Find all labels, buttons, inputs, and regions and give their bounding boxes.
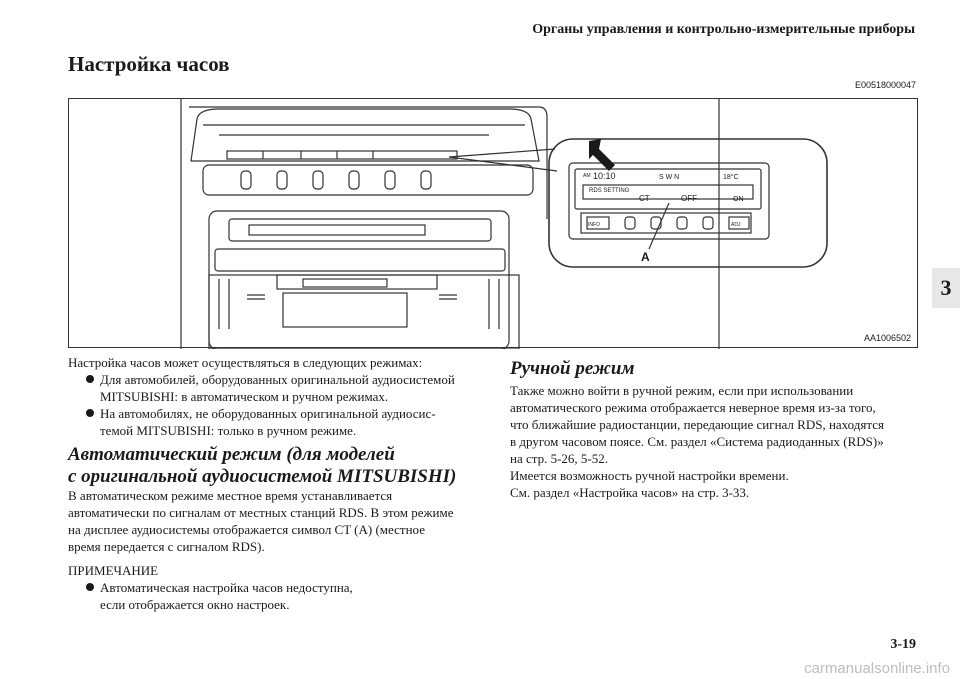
clock-figure bbox=[68, 98, 918, 348]
bullet-item: Для автомобилей, оборудованных оригинальной аудиосистемой MITSUBISHI: в автоматическом и ручном режимах. bbox=[68, 371, 498, 405]
note-bullet: Автоматическая настройка часов недоступна, если отображается окно настроек. bbox=[68, 579, 508, 613]
figure-id: AA1006502 bbox=[863, 333, 911, 343]
display-adj: ADJ bbox=[731, 222, 741, 228]
note-label: ПРИМЕЧАНИЕ bbox=[68, 563, 159, 578]
running-header: Органы управления и контрольно-измерительные приборы bbox=[532, 22, 915, 37]
auto-mode-heading: Автоматический режим (для моделей с оригинальной аудиосистемой MITSUBISHI) bbox=[68, 444, 457, 487]
watermark: carmanualsonline.info bbox=[804, 660, 950, 677]
chapter-tab: 3 bbox=[932, 268, 960, 308]
bullet-item: На автомобилях, не оборудованных оригинальной аудиосис- темой MITSUBISHI: только в ручном режиме. bbox=[68, 405, 498, 439]
display-on: ON bbox=[733, 196, 744, 203]
display-off: OFF bbox=[681, 194, 697, 203]
display-rds-setting: RDS SETTING bbox=[589, 188, 630, 194]
display-ct: CT bbox=[639, 194, 650, 203]
display-time: 10:10 bbox=[593, 171, 616, 181]
display-temp: 18°C bbox=[723, 174, 739, 181]
document-code: E00518000047 bbox=[854, 80, 916, 90]
display-info: INFO bbox=[588, 222, 600, 228]
auto-mode-text: В автоматическом режиме местное время устанавливается автоматически по сигналам от местных станций RDS. В этом режиме на дисплее аудиосистемы отображается символ CT (А) (местное время передается с сигналом RDS). bbox=[68, 488, 454, 554]
display-compass: S W N bbox=[659, 174, 680, 181]
manual-mode-heading: Ручной режим bbox=[510, 358, 635, 379]
pointer-arrow-icon bbox=[589, 139, 615, 171]
bullet-icon bbox=[86, 409, 94, 417]
intro-text: Настройка часов может осуществляться в следующих режимах: bbox=[68, 355, 423, 370]
bullet-icon bbox=[86, 583, 94, 591]
manual-mode-text: Также можно войти в ручной режим, если при использовании автоматического режима отображается неверное время из-за того, что ближайшие радиостанции, передающие сигнал RDS, находятся в другом часовом поясе. См. раздел «Система радиоданных (RDS)» на стр. 5-26, 5-52. Имеется возможность ручной настройки времени. См. раздел «Настройка часов» на стр. 3-33. bbox=[510, 383, 884, 500]
bullet-icon bbox=[86, 375, 94, 383]
left-column bbox=[68, 354, 498, 439]
note-block bbox=[68, 562, 508, 613]
display-am: AM bbox=[583, 173, 591, 179]
callout-label-a: A bbox=[641, 250, 650, 264]
page-title: Настройка часов bbox=[68, 52, 230, 76]
dashboard-illustration bbox=[69, 99, 919, 349]
page-number: 3-19 bbox=[890, 637, 916, 652]
